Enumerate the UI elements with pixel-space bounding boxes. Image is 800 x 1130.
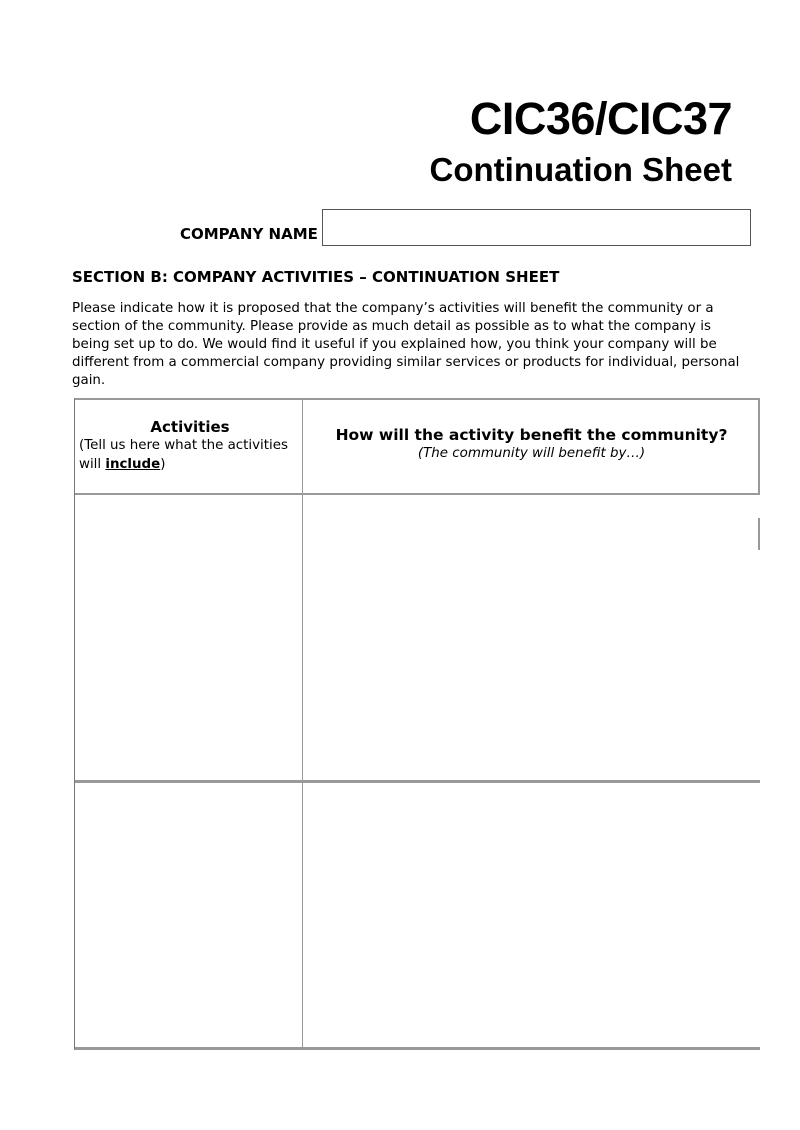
company-name-field[interactable] xyxy=(322,209,751,246)
activities-hint-emphasis: include xyxy=(105,457,161,472)
activities-column-header xyxy=(79,418,301,474)
table-top-border xyxy=(74,398,760,400)
benefit-column-hint: (The community will benefit by…) xyxy=(417,446,646,461)
company-name-label: COMPANY NAME xyxy=(180,225,318,243)
benefit-column-header xyxy=(303,426,760,463)
form-subtitle: Continuation Sheet xyxy=(429,151,732,188)
benefit-column-title: How will the activity benefit the community? xyxy=(335,426,728,444)
form-code-title: CIC36/CIC37 xyxy=(469,93,732,144)
section-heading: SECTION B: COMPANY ACTIVITIES – CONTINUATION SHEET xyxy=(72,268,560,286)
benefit-cell-2[interactable] xyxy=(304,783,757,1047)
activities-column-hint xyxy=(79,436,301,474)
activities-hint-prefix: (Tell us here what the activities will xyxy=(79,438,288,472)
activities-hint-suffix: ) xyxy=(160,457,166,472)
table-right-border-fragment xyxy=(758,518,760,550)
activities-column-title: Activities xyxy=(150,418,230,436)
activities-table xyxy=(74,398,760,1049)
table-bottom-border xyxy=(74,1047,760,1050)
benefit-cell-1[interactable] xyxy=(304,495,757,780)
table-left-border xyxy=(74,398,75,1049)
activity-cell-2[interactable] xyxy=(76,783,301,1047)
activity-cell-1[interactable] xyxy=(76,495,301,780)
column-divider xyxy=(302,398,303,1049)
section-instructions: Please indicate how it is proposed that the company’s activities will benefit the community or a section of the community. Please provide as much detail as possible as to what the company is being set up to do. We would find it useful if you explained how, you think your company will be different from a commercial company providing similar services or products for individual, personal gain. xyxy=(72,301,740,388)
